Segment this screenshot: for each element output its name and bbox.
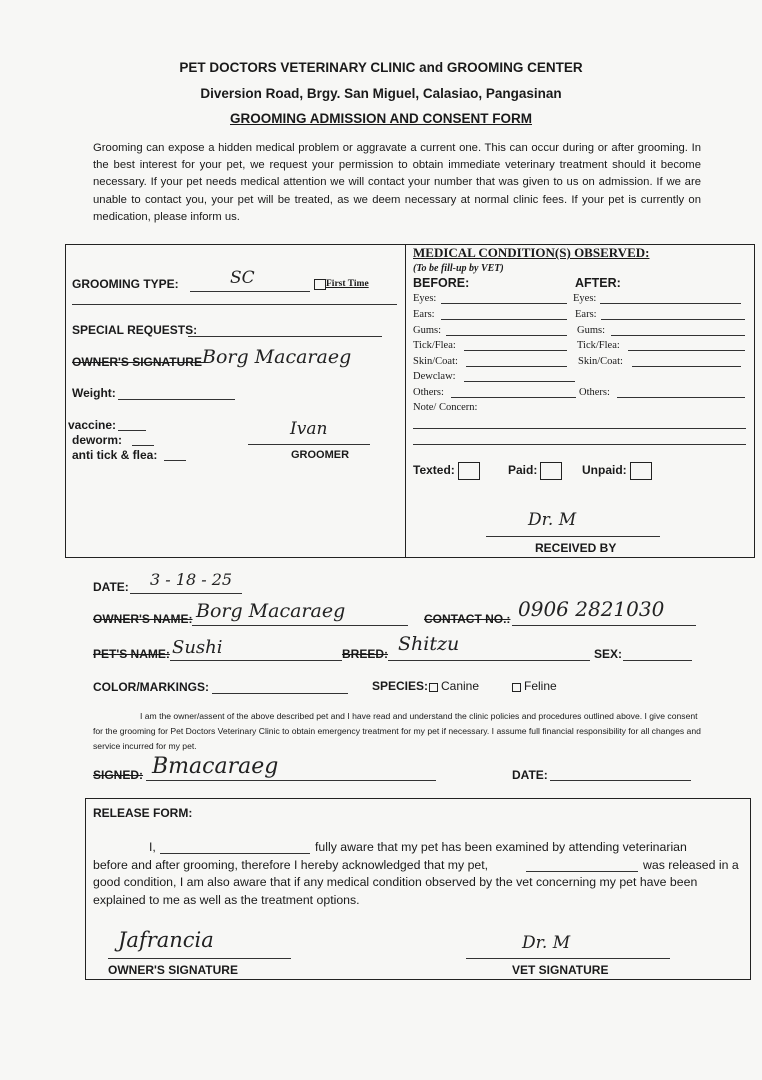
vaccine-line[interactable]	[118, 430, 146, 431]
antitick-label: anti tick & flea:	[72, 448, 158, 462]
feline-checkbox[interactable]	[512, 683, 521, 692]
contact-line	[512, 625, 696, 626]
owner-name-line	[192, 625, 408, 626]
release-text-2: fully aware that my pet has been examined by attending veterinarian	[315, 840, 687, 854]
after-label: AFTER:	[575, 276, 621, 290]
texted-checkbox[interactable]	[458, 462, 480, 480]
species-label: SPECIES:	[372, 679, 429, 693]
before-ears-line[interactable]	[441, 319, 567, 320]
contact-value[interactable]: 0906 2821030	[518, 597, 665, 621]
after-gums-line[interactable]	[611, 335, 745, 336]
first-time-label: First Time	[326, 279, 369, 289]
unpaid-checkbox[interactable]	[630, 462, 652, 480]
after-others-label: Others:	[579, 387, 610, 398]
paid-checkbox-group	[508, 462, 562, 480]
special-requests-label: SPECIAL REQUESTS:	[72, 323, 198, 337]
breed-value[interactable]: Shitzu	[398, 633, 460, 655]
release-pet-line[interactable]	[526, 871, 638, 872]
texted-checkbox-group	[413, 462, 480, 480]
special-requests-line[interactable]	[188, 336, 382, 337]
canine-label: Canine	[441, 679, 480, 693]
owner-signature-value[interactable]: Borg Macaraeg	[202, 346, 352, 368]
after-ears-line[interactable]	[601, 319, 745, 320]
note-label: Note/ Concern:	[413, 402, 478, 413]
pet-name-label: PET'S NAME:	[93, 647, 170, 661]
signed-value[interactable]: Bmacaraeg	[152, 754, 279, 779]
date-line	[130, 593, 242, 594]
medical-subtitle: (To be fill-up by VET)	[413, 263, 504, 274]
signed-line	[146, 780, 436, 781]
release-text-3: before and after grooming, therefore I hereby acknowledged that my pet,	[93, 858, 489, 872]
clinic-name: PET DOCTORS VETERINARY CLINIC and GROOMING CENTER	[179, 60, 583, 75]
signed-label: SIGNED:	[93, 768, 144, 782]
groomer-value[interactable]: Ivan	[290, 419, 328, 439]
before-skin-line[interactable]	[466, 366, 567, 367]
grooming-type-label: GROOMING TYPE:	[72, 277, 179, 291]
groomer-line	[248, 444, 370, 445]
owner-name-value[interactable]: Borg Macaraeg	[196, 600, 346, 622]
box-divider	[405, 244, 406, 558]
grooming-extra-line	[72, 304, 397, 305]
dewclaw-line[interactable]	[464, 381, 575, 382]
sex-label: SEX:	[594, 647, 623, 661]
date2-line[interactable]	[550, 780, 691, 781]
antitick-line[interactable]	[164, 460, 186, 461]
before-gums-line[interactable]	[446, 335, 567, 336]
date-value[interactable]: 3 - 18 - 25	[150, 570, 233, 589]
release-title: RELEASE FORM:	[93, 806, 193, 820]
after-skin-label: Skin/Coat:	[578, 356, 623, 367]
before-gums-label: Gums:	[413, 325, 442, 336]
consent-text: I am the owner/assent of the above described pet and I have read and understand the clinic policies and procedures outlined above. I give consent for the grooming for Pet Doctors Veterinary Clinic to obtain emergency treatment for my pet if necessary. I assume full financial responsibility for all changes and service incurred for my pet.	[93, 711, 701, 751]
vaccine-label: vaccine:	[68, 418, 117, 432]
date-label: DATE:	[93, 580, 129, 594]
received-by-line	[486, 536, 660, 537]
after-gums-label: Gums:	[577, 325, 606, 336]
unpaid-label: Unpaid:	[582, 463, 627, 478]
before-tick-line[interactable]	[464, 350, 567, 351]
first-time-checkbox[interactable]	[314, 279, 326, 290]
weight-line[interactable]	[118, 399, 235, 400]
deworm-label: deworm:	[72, 433, 123, 447]
release-owner-signature-value[interactable]: Jafrancia	[118, 928, 214, 952]
received-by-value[interactable]: Dr. M	[528, 510, 577, 530]
before-tick-label: Tick/Flea:	[413, 340, 456, 351]
deworm-line[interactable]	[132, 445, 154, 446]
date2-label: DATE:	[512, 768, 548, 782]
before-label: BEFORE:	[413, 276, 470, 290]
vet-signature-line	[466, 958, 670, 959]
before-others-line[interactable]	[451, 397, 576, 398]
canine-checkbox[interactable]	[429, 683, 438, 692]
after-eyes-line[interactable]	[600, 303, 741, 304]
paid-checkbox[interactable]	[540, 462, 562, 480]
after-tick-line[interactable]	[628, 350, 745, 351]
dewclaw-label: Dewclaw:	[413, 371, 456, 382]
release-owner-signature-label: OWNER'S SIGNATURE	[108, 963, 238, 977]
note-line-2[interactable]	[413, 444, 746, 445]
before-eyes-line[interactable]	[441, 303, 567, 304]
after-eyes-label: Eyes:	[573, 293, 597, 304]
pet-name-value[interactable]: Sushi	[172, 637, 223, 658]
grooming-type-line	[190, 291, 310, 292]
contact-label: CONTACT NO.:	[424, 612, 511, 626]
groomer-label: GROOMER	[291, 449, 350, 461]
grooming-medical-box	[65, 244, 755, 558]
release-owner-signature-line	[108, 958, 291, 959]
release-text-1: I,	[149, 840, 156, 854]
unpaid-checkbox-group	[582, 462, 652, 480]
color-line[interactable]	[212, 693, 348, 694]
release-text-5: good condition, I am also aware that if any medical condition observed by the vet concerning my pet have been explained to me as well as the treatment options.	[93, 875, 698, 907]
after-others-line[interactable]	[617, 397, 745, 398]
after-ears-label: Ears:	[575, 309, 597, 320]
grooming-type-value[interactable]: SC	[230, 268, 255, 288]
before-eyes-label: Eyes:	[413, 293, 437, 304]
before-others-label: Others:	[413, 387, 444, 398]
texted-label: Texted:	[413, 463, 455, 478]
color-label: COLOR/MARKINGS:	[93, 680, 209, 694]
sex-line[interactable]	[623, 660, 692, 661]
vet-signature-value[interactable]: Dr. M	[522, 933, 571, 953]
paid-label: Paid:	[508, 463, 538, 478]
after-tick-label: Tick/Flea:	[577, 340, 620, 351]
medical-title: MEDICAL CONDITION(S) OBSERVED:	[413, 245, 650, 260]
after-skin-line[interactable]	[632, 366, 741, 367]
feline-label: Feline	[524, 679, 557, 693]
intro-paragraph: Grooming can expose a hidden medical problem or aggravate a current one. This can occur during or after grooming. In the best interest for your pet, we request your permission to obtain immediate veterinary treatment should it become necessary. If your pet needs medical attention we will contact your number that was given to us on admission. If we are unable to contact you, your pet will be treated, as we deem necessary at normal clinic fees. If your pet is currently on medication, please inform us.	[93, 142, 701, 223]
breed-label: BREED:	[342, 647, 389, 661]
note-line-1[interactable]	[413, 428, 746, 429]
release-name-line[interactable]	[160, 853, 310, 854]
owner-name-label: OWNER'S NAME:	[93, 612, 193, 626]
vet-signature-label: VET SIGNATURE	[512, 963, 609, 977]
before-ears-label: Ears:	[413, 309, 435, 320]
clinic-address: Diversion Road, Brgy. San Miguel, Calasiao, Pangasinan	[200, 86, 562, 101]
received-by-label: RECEIVED BY	[535, 541, 617, 555]
release-text-4: was released in a	[643, 858, 739, 872]
form-title: GROOMING ADMISSION AND CONSENT FORM	[230, 111, 532, 126]
pet-name-line	[170, 660, 342, 661]
weight-label: Weight:	[72, 386, 116, 400]
owner-signature-label: OWNER'S SIGNATURE	[72, 355, 202, 369]
before-skin-label: Skin/Coat:	[413, 356, 458, 367]
breed-line	[388, 660, 590, 661]
